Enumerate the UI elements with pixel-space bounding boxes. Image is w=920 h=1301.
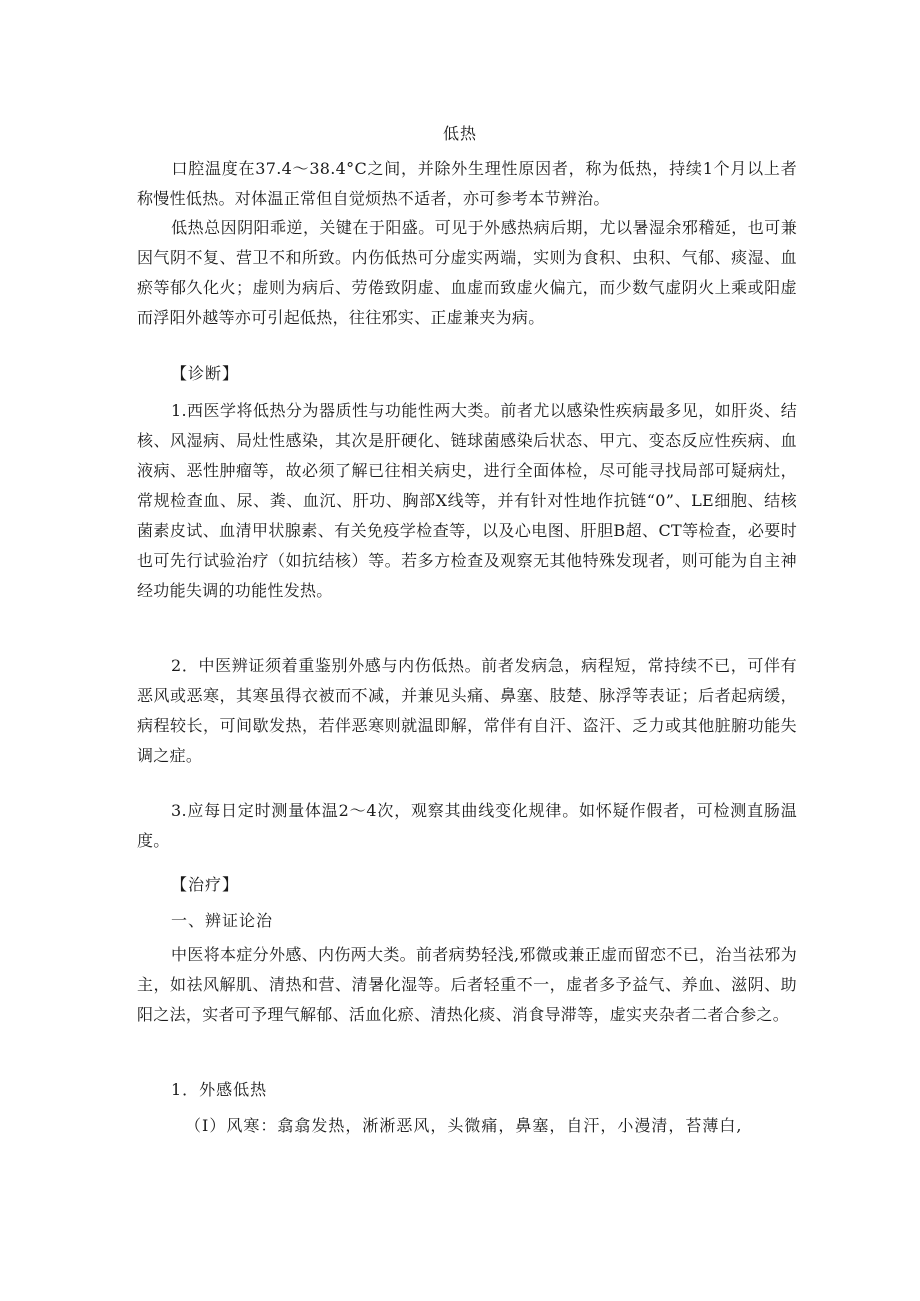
paragraph-treatment-1 [137, 940, 797, 1030]
subheading-external-low-fever: 1．外感低热 [171, 1080, 268, 1099]
paragraph-text: 中医将本症分外感、内伤两大类。前者病势轻浅,邪微或兼正虚而留恋不已，治当祛邪为主，如祛风解肌、清热和营、清暑化湿等。后者轻重不一，虚者多予益气、养血、滋阴、助阳之法，实者可予理气解郁、活血化瘀、清热化痰、消食导滞等，虚实夹杂者二者合参之。 [137, 945, 797, 1024]
paragraph-diagnosis-2 [137, 651, 797, 771]
paragraph-text: 3.应每日定时测量体温2～4次，观察其曲线变化规律。如怀疑作假者，可检测直肠温度。 [137, 801, 797, 850]
subheading-syndrome-differentiation: 一、辨证论治 [171, 911, 274, 930]
page-title: 低热 [442, 124, 477, 143]
paragraph-diagnosis-3 [137, 796, 797, 856]
section-heading-treatment: 【治疗】 [171, 875, 240, 894]
list-item-wind-cold: （I）风寒：翕翕发热，淅淅恶风，头微痛，鼻塞，自汗，小漫清，苔薄白, [185, 1116, 743, 1135]
paragraph-text: 口腔温度在37.4～38.4°C之间，并除外生理性原因者，称为低热，持续1个月以上者称慢性低热。对体温正常但自觉烦热不适者，亦可参考本节辨治。 [137, 159, 797, 208]
paragraph-intro-1 [137, 154, 797, 214]
paragraph-diagnosis-1 [137, 396, 797, 606]
paragraph-text: 低热总因阴阳乖逆，关键在于阳盛。可见于外感热病后期，尤以暑湿余邪稽延，也可兼因气阴不复、营卫不和所致。内伤低热可分虚实两端，实则为食积、虫积、气郁、痰湿、血瘀等郁久化火；虚则为病后、劳倦致阴虚、血虚而致虚火偏亢，而少数气虚阴火上乘或阳虚而浮阳外越等亦可引起低热，往往邪实、正虚兼夹为病。 [137, 218, 797, 327]
paragraph-intro-2 [137, 213, 797, 333]
paragraph-text: 2．中医辨证须着重鉴别外感与内伤低热。前者发病急，病程短，常持续不已，可伴有恶风或恶寒，其寒虽得衣被而不减，并兼见头痛、鼻塞、肢楚、脉浮等表证；后者起病缓，病程较长，可间歇发热，若伴恶寒则就温即解，常伴有自汗、盗汗、乏力或其他脏腑功能失调之症。 [137, 656, 797, 765]
section-heading-diagnosis: 【诊断】 [171, 364, 240, 383]
paragraph-text: 1.西医学将低热分为器质性与功能性两大类。前者尤以感染性疾病最多见，如肝炎、结核、风湿病、局灶性感染，其次是肝硬化、链球菌感染后状态、甲亢、变态反应性疾病、血液病、恶性肿瘤等，故必须了解已往相关病史，进行全面体检，尽可能寻找局部可疑病灶，常规检查血、尿、粪、血沉、肝功、胸部X线等，并有针对性地作抗链“0”、LE细胞、结核菌素皮试、血清甲状腺素、有关免疫学检查等，以及心电图、肝胆B超、CT等检查，必要时也可先行试验治疗（如抗结核）等。若多方检查及观察无其他特殊发现者，则可能为自主神经功能失调的功能性发热。 [137, 401, 797, 600]
